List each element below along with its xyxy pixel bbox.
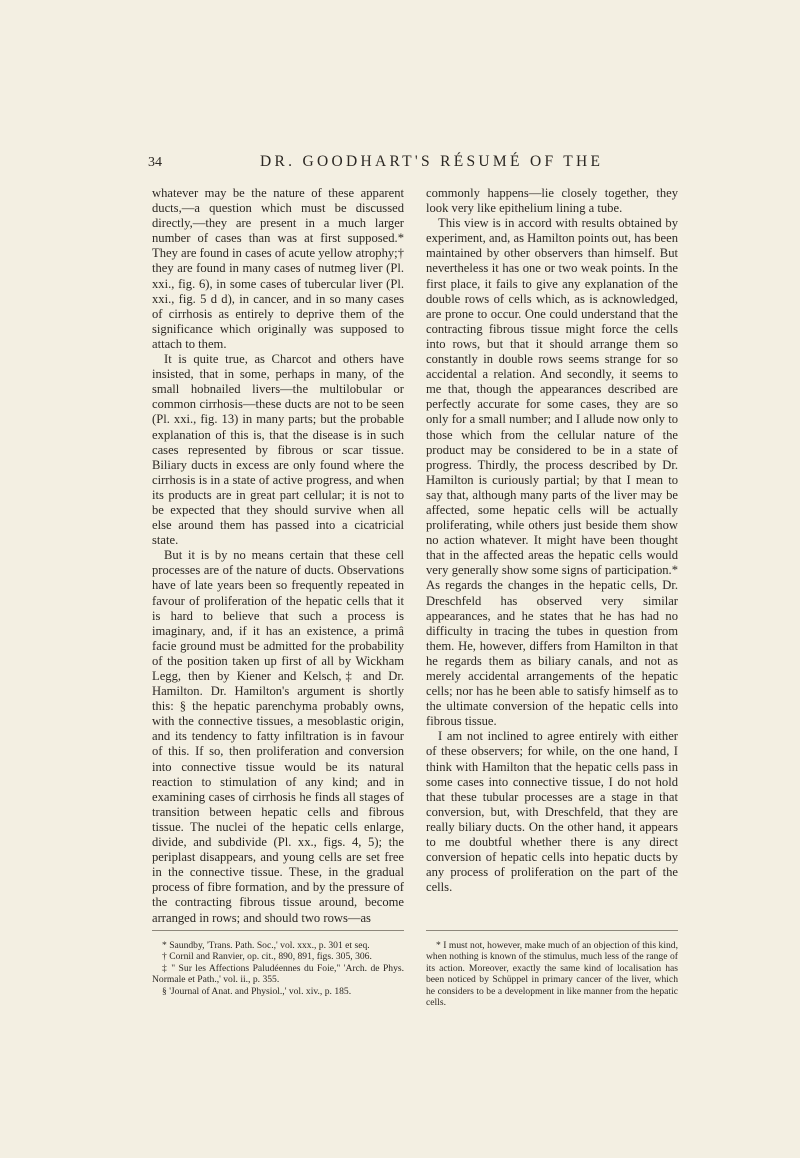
left-footnote: † Cornil and Ranvier, op. cit., 890, 891, figs. 305, 306.: [162, 951, 372, 963]
left-footnote: * Saundby, 'Trans. Path. Soc.,' vol. xxx., p. 301 et seq.: [162, 940, 370, 951]
left-footnotes: [152, 940, 404, 997]
footnote-rule-right: [426, 930, 678, 931]
left-column-text: [152, 186, 404, 925]
left-column: [152, 186, 404, 925]
right-footnote: * I must not, however, make much of an objection of this kind, when nothing is known of the stimulus, much less of the range of its action. Moreover, exactly the same kind of localisation has been noticed by Schüppel in primary cancer of the liver, which he considers to be a development in like manner from the hepatic cells.: [426, 940, 678, 1009]
right-column-paragraph: This view is in accord with results obtained by experiment, and, as Hamilton points out, has been maintained by other observers than himself. But nevertheless it has one or two weak points. In the first place, it fails to give any explanation of the double rows of cells which, as is acknowledged, are prone to occur. One could understand that the contracting fibrous tissue might force the cells into rows, but that it should arrange them so constantly in double rows seems strange for so accidental a relation. And secondly, it seems to me that, though the appearances described are perfectly accurate for some cases, they are so only for a small number; and I allude now only to those which from the cellular nature of the product may be considered to be in a state of progress. Thirdly, the process described by Dr. Hamilton is curiously partial; by that I mean to say that, although many parts of the liver may be affected, some hepatic cells will be actually proliferating, while others just beside them show no action whatever. It might have been thought that in the affected areas the hepatic cells would very generally show some signs of participation.* As regards the changes in the hepatic cells, Dr. Dreschfeld has observed very similar appearances, and he states that he has had no difficulty in tracing the tubes in question from them. He, however, differs from Hamilton in that he regards them as biliary canals, and not as merely accidental arrangements of the hepatic cells; nor has he been able to satisfy himself as to the ultimate conversion of the hepatic cells into fibrous tissue.: [426, 216, 678, 729]
page-number: 34: [148, 155, 162, 170]
left-column-paragraph: But it is by no means certain that these cell processes are of the nature of ducts. Observations have of late years been so frequently repeated in favour of proliferation of the hepatic cells that it is hard to believe that such a process is imaginary, and, if it has an existence, a primâ facie ground must be admitted for the probability of the position taken up first of all by Wickham Legg, then by Kiener and Kelsch,‡ and Dr. Hamilton. Dr. Hamilton's argument is shortly this: § the hepatic parenchyma probably owns, with the connective tissues, a mesoblastic origin, and its tendency to fatty infiltration is in favour of this. If so, then proliferation and conversion into connective tissue would be its natural reaction to stimulation of any kind; and in examining cases of cirrhosis he finds all stages of transition between hepatic cells and fibrous tissue. The nuclei of the hepatic cells enlarge, divide, and subdivide (Pl. xx., figs. 4, 5); the periplast disappears, and young cells are set free in the connective tissue. These, in the gradual process of fibre formation, and by the pressure of the contracting fibrous tissue around, become arranged in rows; and should two rows—as: [152, 548, 404, 925]
right-footnotes: [426, 940, 678, 1008]
right-column-text: [426, 186, 678, 916]
running-title: DR. GOODHART'S RÉSUMÉ OF THE: [260, 153, 604, 170]
running-head: [148, 153, 708, 175]
right-column: [426, 186, 678, 916]
footnote-rule-left: [152, 930, 404, 931]
right-column-paragraph: commonly happens—lie closely together, they look very like epithelium lining a tube.: [426, 186, 678, 216]
left-footnote: § 'Journal of Anat. and Physiol.,' vol. xiv., p. 185.: [162, 985, 352, 997]
left-column-paragraph: whatever may be the nature of these apparent ducts,—a question which must be discussed directly,—they are present in a much larger number of cases than was at first supposed.* They are found in cases of acute yellow atrophy;† they are found in many cases of nutmeg liver (Pl. xxi., fig. 6), in some cases of tubercular liver (Pl. xxi., fig. 5 d d), in cancer, and in so many cases of cirrhosis as entirely to deprive them of the significance which originally was supposed to attach to them.: [152, 186, 404, 351]
left-column-paragraph: It is quite true, as Charcot and others have insisted, that in some, perhaps in many, of the small hobnailed livers—the multilobular or common cirrhosis—these ducts are not to be seen (Pl. xxi., fig. 13) in many parts; but the probable explanation of this is, that the disease is in such cases represented by fibrous or scar tissue. Biliary ducts in excess are only found where the cirrhosis is in a state of active progress, and when its products are in great part cellular; it is not to be expected that they should survive when all else around them has passed into a cicatricial state.: [152, 352, 404, 548]
right-column-paragraph: I am not inclined to agree entirely with either of these observers; for while, on the one hand, I think with Hamilton that the hepatic cells pass in some cases into connective tissue, I do not hold that these tubular processes are a stage in that conversion, but, with Dreschfeld, that they are really biliary ducts. On the other hand, it appears to me doubtful whether there is any direct conversion of hepatic cells into hepatic ducts by any process of proliferation on the part of the cells.: [426, 729, 678, 895]
left-footnote: ‡ " Sur les Affections Paludéennes du Foie," 'Arch. de Phys. Normale et Path.,' vol. ii., p. 355.: [152, 962, 404, 986]
